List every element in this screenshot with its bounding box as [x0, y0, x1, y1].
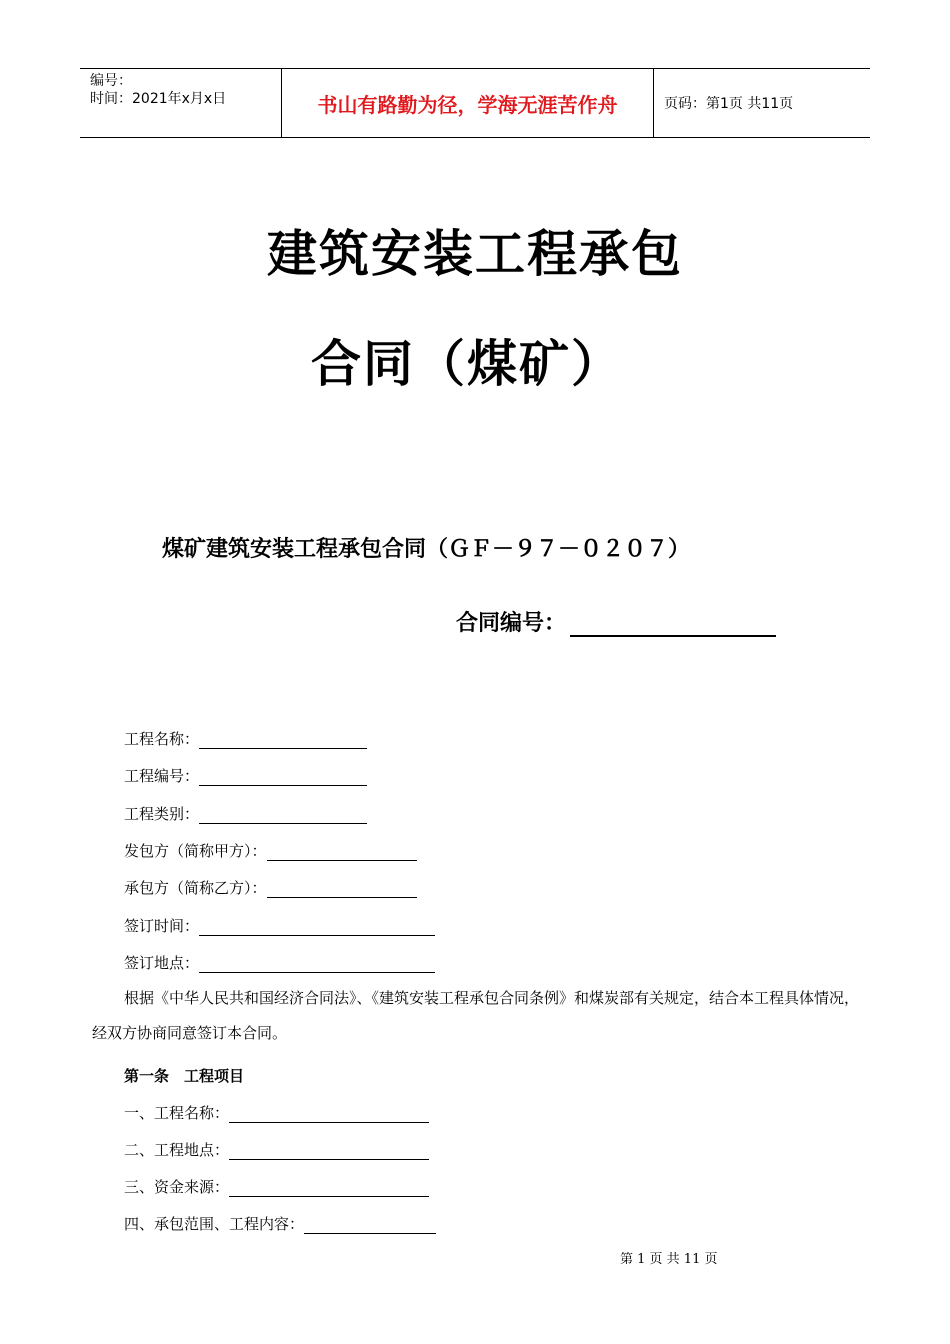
blank-line[interactable]	[267, 844, 417, 861]
blank-line[interactable]	[229, 1143, 429, 1160]
field-project-type	[124, 803, 367, 824]
subtitle: 煤矿建筑安装工程承包合同（ＧＦ－９７－０２０７）	[162, 537, 691, 562]
field-sign-time	[124, 915, 435, 936]
blank-line[interactable]	[199, 956, 435, 973]
item-project-name	[124, 1102, 429, 1123]
page-footer: 第 1 页 共 11 页	[620, 1252, 718, 1267]
field-sign-place	[124, 952, 435, 973]
motto: 书山有路勤为径，学海无涯苦作舟	[282, 69, 654, 137]
title-line-2: 合同（煤矿）	[311, 335, 623, 393]
time-label: 时间：2021年x月x日	[90, 91, 227, 107]
header-table	[80, 68, 870, 138]
field-label: 工程名称：	[124, 730, 200, 748]
blank-line[interactable]	[199, 769, 367, 786]
field-label: 工程编号：	[124, 767, 200, 785]
blank-line[interactable]	[199, 807, 367, 824]
blank-line[interactable]	[267, 881, 417, 898]
field-label: 承包方（简称乙方）：	[124, 879, 267, 897]
intro-paragraph: 根据《中华人民共和国经济合同法》、《建筑安装工程承包合同条例》和煤炭部有关规定，结合本工程具体情况，经双方协商同意签订本合同。	[92, 989, 860, 1042]
field-project-no	[124, 765, 367, 786]
contract-no-label: 合同编号：	[456, 611, 567, 636]
contract-no-blank[interactable]	[570, 611, 776, 637]
contract-no-row	[456, 606, 776, 637]
blank-line[interactable]	[229, 1180, 429, 1197]
field-party-a	[124, 840, 417, 861]
header-left-cell	[80, 69, 282, 137]
field-label: 工程类别：	[124, 805, 200, 823]
item-fund-source	[124, 1176, 429, 1197]
field-project-name	[124, 728, 367, 749]
blank-line[interactable]	[199, 919, 435, 936]
item-label: 一、工程名称：	[124, 1104, 230, 1122]
article-1-title: 第一条 工程项目	[124, 1067, 245, 1085]
field-party-b	[124, 877, 417, 898]
blank-line[interactable]	[304, 1217, 436, 1234]
blank-line[interactable]	[229, 1106, 429, 1123]
item-scope	[124, 1213, 436, 1234]
page-info: 页码：第1页 共11页	[664, 96, 794, 112]
blank-line[interactable]	[199, 732, 367, 749]
item-label: 三、资金来源：	[124, 1178, 230, 1196]
field-label: 签订时间：	[124, 917, 200, 935]
item-label: 四、承包范围、工程内容：	[124, 1215, 305, 1233]
item-label: 二、工程地点：	[124, 1141, 230, 1159]
field-label: 发包方（简称甲方）：	[124, 842, 267, 860]
field-label: 签订地点：	[124, 954, 200, 972]
item-project-location	[124, 1139, 429, 1160]
number-label: 编号：	[90, 73, 132, 89]
title-line-1: 建筑安装工程承包	[267, 225, 683, 283]
